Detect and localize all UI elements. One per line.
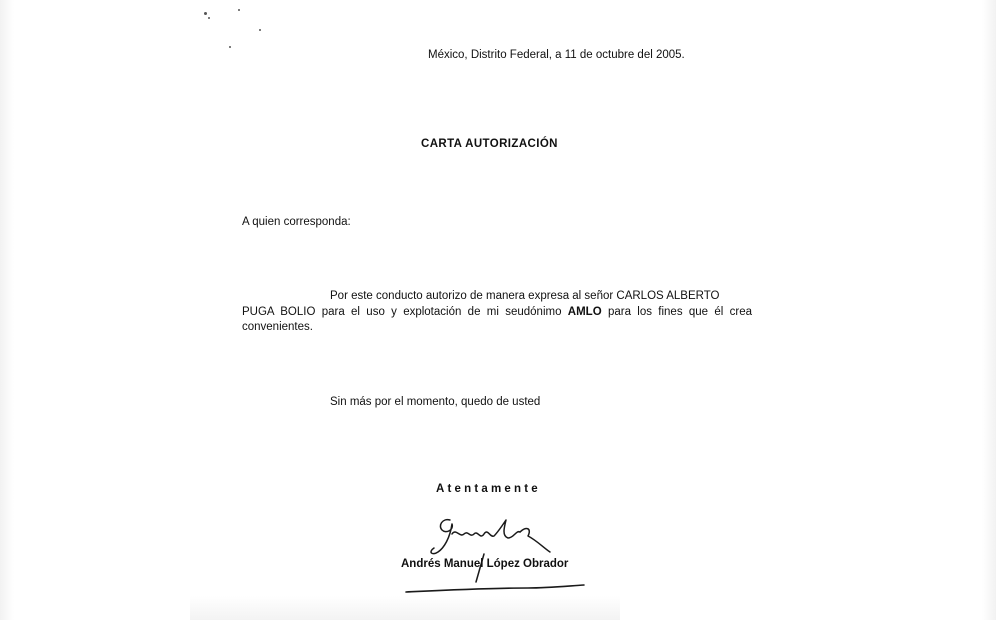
scan-speck — [208, 17, 210, 19]
body-line-2-before: PUGA BOLIO para el uso y explotación de mi seudónimo — [242, 305, 568, 318]
body-line-3: convenientes. — [242, 321, 313, 333]
valediction: Atentamente — [436, 483, 541, 495]
salutation: A quien corresponda: — [242, 216, 351, 228]
signature-stroke — [452, 520, 520, 538]
body-line-1 — [242, 289, 752, 305]
scan-speck — [204, 12, 207, 15]
body-line-2 — [242, 305, 752, 321]
scan-speck — [238, 9, 240, 11]
body-line-1-text: Por este conducto autorizo de manera expresa al señor CARLOS ALBERTO — [330, 290, 720, 302]
signature-stroke — [431, 520, 452, 554]
signer-name: Andrés Manuel López Obrador — [401, 558, 569, 570]
signature-stroke — [406, 585, 584, 592]
page-edge-shadow-left — [0, 0, 14, 620]
signature-strokes — [406, 520, 584, 592]
page-edge-shadow-right — [982, 0, 996, 620]
date-line: México, Distrito Federal, a 11 de octubre del 2005. — [428, 49, 685, 61]
closing-line: Sin más por el momento, quedo de usted — [330, 396, 541, 408]
body-line-2-after: para los fines que él crea — [601, 305, 752, 318]
document-title: CARTA AUTORIZACIÓN — [421, 138, 558, 150]
pseudonym-bold: AMLO — [567, 305, 602, 318]
handwritten-signature — [398, 508, 598, 600]
signature-stroke — [520, 529, 550, 552]
body-paragraph — [242, 289, 752, 336]
scan-speck — [259, 29, 261, 31]
scan-speck — [229, 46, 231, 48]
